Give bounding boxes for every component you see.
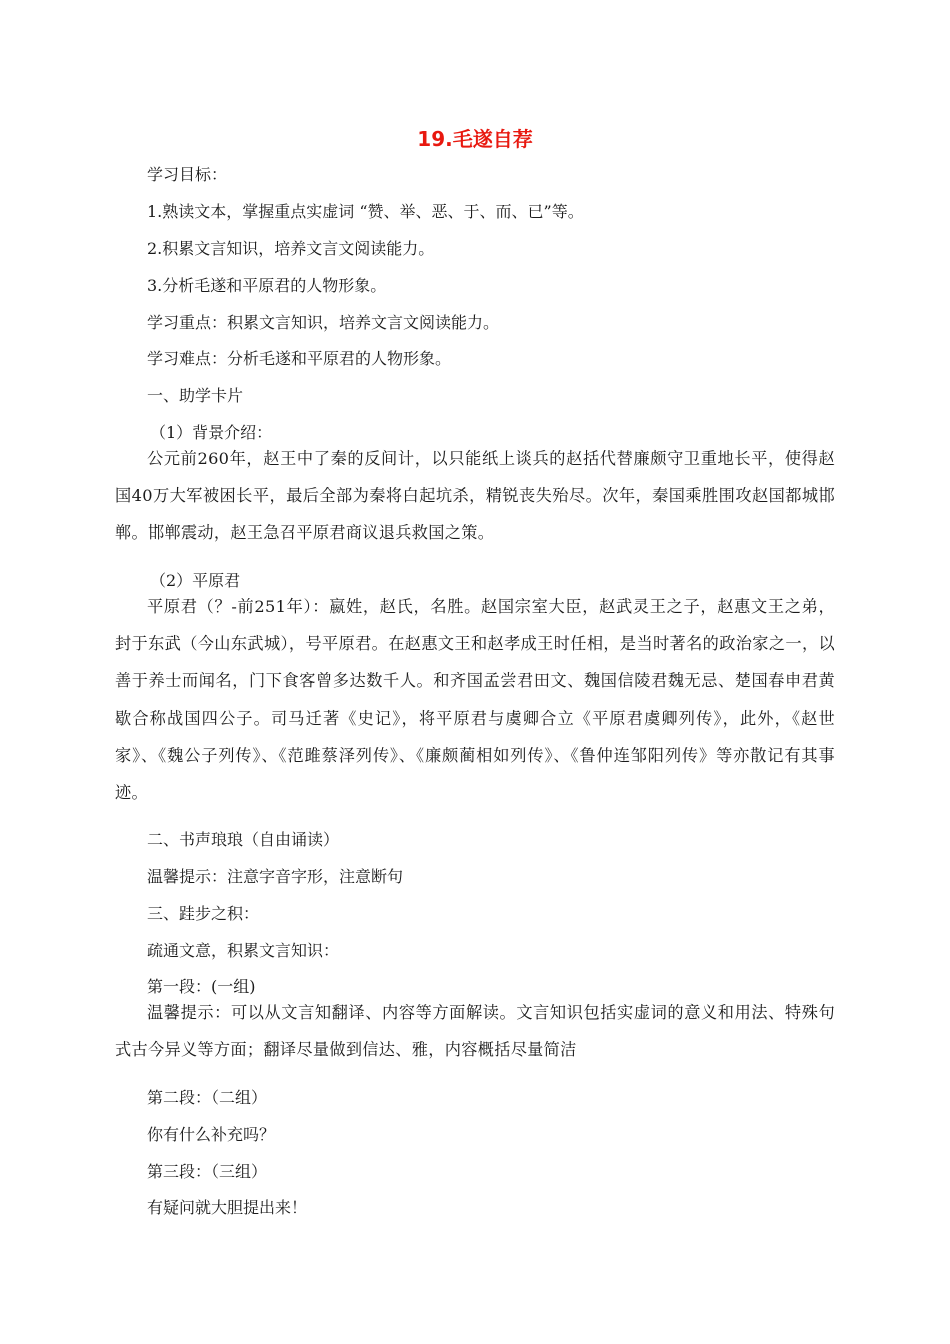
paragraph-label: 第一段：(一组) xyxy=(147,977,256,996)
goals-heading: 学习目标： xyxy=(147,165,228,184)
paragraph-label: 第三段：（三组） xyxy=(147,1162,268,1181)
discussion-prompt: 你有什么补充吗？ xyxy=(147,1125,276,1144)
paragraph-label: 第二段：（二组） xyxy=(147,1088,268,1107)
learning-difficulty: 学习难点：分析毛遂和平原君的人物形象。 xyxy=(147,349,452,368)
goal-item: 3.分析毛遂和平原君的人物形象。 xyxy=(147,276,387,295)
pingyuan-heading: （2）平原君 xyxy=(150,571,241,590)
translation-tip: 温馨提示：可以从文言知翻译、内容等方面解读。文言知识包括实虚词的意义和用法、特殊句式古今异义等方面；翻译尽量做到信达、雅，内容概括尽量简洁 xyxy=(115,1003,835,1060)
section-heading: 一、助学卡片 xyxy=(147,386,244,405)
section-heading: 三、跬步之积： xyxy=(147,904,260,923)
document-title: 19.毛遂自荐 xyxy=(417,127,533,151)
section-intro: 疏通文意，积累文言知识： xyxy=(147,941,340,960)
goal-item: 2.积累文言知识，培养文言文阅读能力。 xyxy=(147,239,435,258)
section-heading: 二、书声琅琅（自由诵读） xyxy=(147,830,340,849)
goal-item: 1.熟读文本，掌握重点实虚词 “赞、举、恶、于、而、已”等。 xyxy=(147,202,584,221)
background-heading: （1）背景介绍： xyxy=(150,423,273,442)
reading-tip: 温馨提示：注意字音字形，注意断句 xyxy=(147,867,404,886)
discussion-prompt: 有疑问就大胆提出来！ xyxy=(147,1198,308,1217)
pingyuan-paragraph: 平原君（？-前251年）：嬴姓，赵氏，名胜。赵国宗室大臣，赵武灵王之子，赵惠文王之弟，封于东武（今山东武城），号平原君。在赵惠文王和赵孝成王时任相，是当时著名的政治家之一，以善于养士而闻名，门下食客曾多达数千人。和齐国孟尝君田文、魏国信陵君魏无忌、楚国春申君黄歇合称战国四公子。司马迁著《史记》，将平原君与虞卿合立《平原君虞卿列传》，此外，《赵世家》、《魏公子列传》、《范雎蔡泽列传》、《廉颇蔺相如列传》、《鲁仲连邹阳列传》等亦散记有其事迹。 xyxy=(115,597,835,803)
background-paragraph: 公元前260年，赵王中了秦的反间计，以只能纸上谈兵的赵括代替廉颇守卫重地长平，使得赵国40万大军被困长平，最后全部为秦将白起坑杀，精锐丧失殆尽。次年，秦国乘胜围攻赵国都城邯郸。邯郸震动，赵王急召平原君商议退兵救国之策。 xyxy=(115,449,835,543)
learning-focus: 学习重点：积累文言知识，培养文言文阅读能力。 xyxy=(147,313,500,332)
